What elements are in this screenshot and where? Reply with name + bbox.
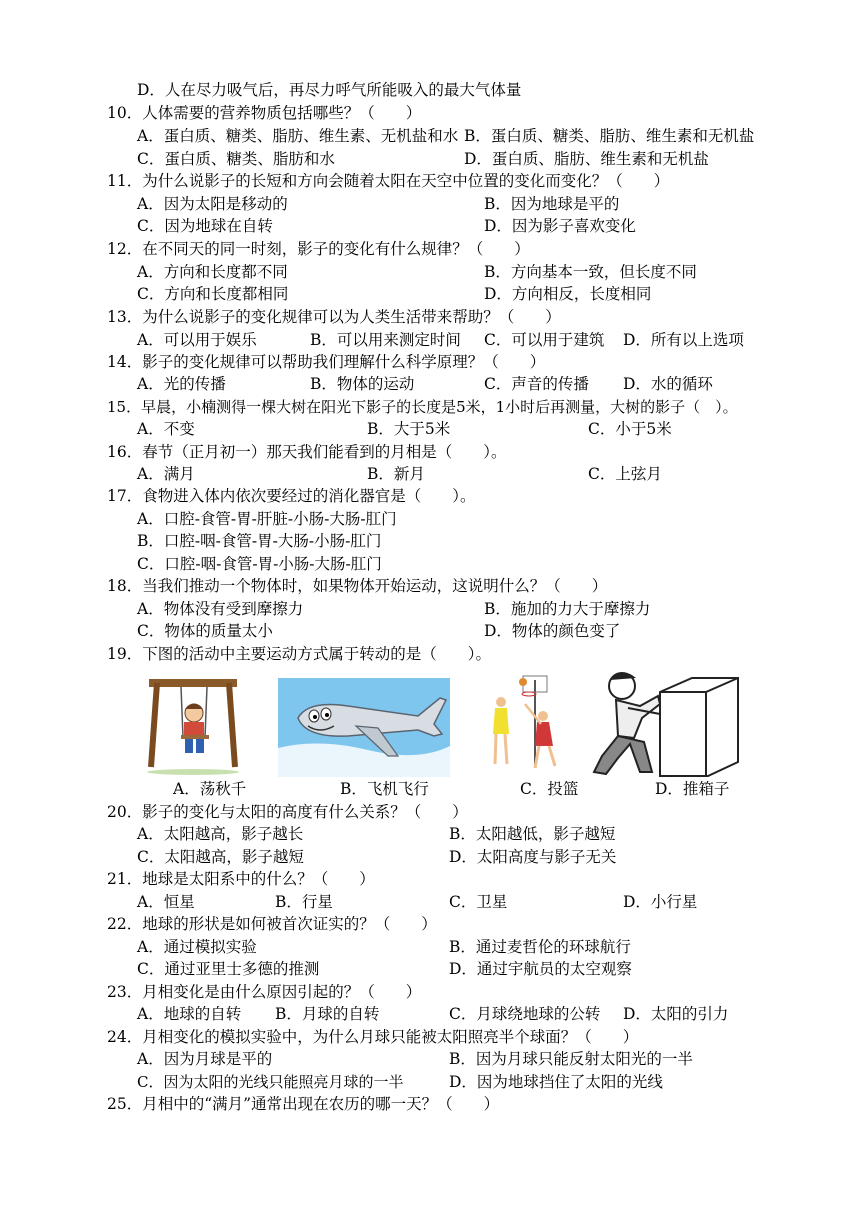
q17-option-c[interactable]: C．口腔-咽-食管-胃-小肠-大肠-肛门 bbox=[137, 555, 382, 573]
q25-stem: 25．月相中的“满月”通常出现在农历的哪一天？（ ） bbox=[107, 1095, 500, 1113]
q22-option-b[interactable]: B．通过麦哲伦的环球航行 bbox=[449, 938, 631, 956]
q15-stem: 15．早晨，小楠测得一棵大树在阳光下影子的长度是5米，1小时后再测量，大树的影子（ ）。 bbox=[107, 398, 738, 416]
q14-option-d[interactable]: D．水的循环 bbox=[623, 375, 713, 393]
q10-option-d[interactable]: D．蛋白质、脂肪、维生素和无机盐 bbox=[464, 150, 709, 168]
q20-option-c[interactable]: C．太阳越高，影子越短 bbox=[137, 848, 304, 866]
q22-option-c[interactable]: C．通过亚里士多德的推测 bbox=[137, 960, 320, 978]
q19-option-d[interactable]: D．推箱子 bbox=[655, 780, 730, 798]
q10-stem: 10．人体需要的营养物质包括哪些？（ ） bbox=[107, 104, 422, 122]
q21-option-b[interactable]: B．行星 bbox=[275, 893, 333, 911]
q23-option-d[interactable]: D．太阳的引力 bbox=[623, 1005, 729, 1023]
q18-stem: 18．当我们推动一个物体时，如果物体开始运动，这说明什么？（ ） bbox=[107, 577, 608, 595]
q12-option-c[interactable]: C．方向和长度都相同 bbox=[137, 285, 289, 303]
q14-stem: 14．影子的变化规律可以帮助我们理解什么科学原理？（ ） bbox=[107, 353, 546, 371]
q19-option-b[interactable]: B．飞机飞行 bbox=[340, 780, 429, 798]
q14-option-a[interactable]: A．光的传播 bbox=[137, 375, 226, 393]
q16-option-c[interactable]: C．上弦月 bbox=[588, 465, 662, 483]
q15-option-c[interactable]: C．小于5米 bbox=[588, 420, 672, 438]
q13-option-d[interactable]: D．所有以上选项 bbox=[623, 331, 744, 349]
q18-option-c[interactable]: C．物体的质量太小 bbox=[137, 622, 273, 640]
q20-option-b[interactable]: B．太阳越低，影子越短 bbox=[449, 825, 616, 843]
push-box-illustration bbox=[588, 664, 742, 778]
q23-option-a[interactable]: A．地球的自转 bbox=[137, 1005, 242, 1023]
q18-option-d[interactable]: D．物体的颜色变了 bbox=[484, 622, 621, 640]
swing-illustration bbox=[143, 675, 243, 778]
q21-stem: 21．地球是太阳系中的什么？（ ） bbox=[107, 870, 375, 888]
q19-option-a[interactable]: A．荡秋千 bbox=[173, 780, 247, 798]
q14-option-c[interactable]: C．声音的传播 bbox=[484, 375, 589, 393]
q22-option-d[interactable]: D．通过宇航员的太空观察 bbox=[449, 960, 632, 978]
q9-option-d: D．人在尽力吸气后，再尽力呼气所能吸入的最大气体量 bbox=[137, 81, 522, 99]
q11-option-a[interactable]: A．因为太阳是移动的 bbox=[137, 195, 288, 213]
q14-option-b[interactable]: B．物体的运动 bbox=[310, 375, 415, 393]
q10-option-a[interactable]: A．蛋白质、糖类、脂肪、维生素、无机盐和水 bbox=[137, 127, 459, 145]
q22-option-a[interactable]: A．通过模拟实验 bbox=[137, 938, 257, 956]
q17-option-a[interactable]: A．口腔-食管-胃-肝脏-小肠-大肠-肛门 bbox=[137, 510, 397, 528]
q20-option-a[interactable]: A．太阳越高，影子越长 bbox=[137, 825, 304, 843]
q20-stem: 20．影子的变化与太阳的高度有什么关系？（ ） bbox=[107, 803, 468, 821]
q23-stem: 23．月相变化是由什么原因引起的？（ ） bbox=[107, 983, 422, 1001]
q10-option-c[interactable]: C．蛋白质、糖类、脂肪和水 bbox=[137, 150, 335, 168]
q13-stem: 13．为什么说影子的变化规律可以为人类生活带来帮助？（ ） bbox=[107, 308, 561, 326]
basketball-illustration bbox=[483, 674, 565, 778]
q16-option-a[interactable]: A．满月 bbox=[137, 465, 195, 483]
q13-option-b[interactable]: B．可以用来测定时间 bbox=[310, 331, 461, 349]
q24-option-d[interactable]: D．因为地球挡住了太阳的光线 bbox=[449, 1073, 663, 1091]
q18-option-b[interactable]: B．施加的力大于摩擦力 bbox=[484, 600, 651, 618]
q23-option-b[interactable]: B．月球的自转 bbox=[275, 1005, 380, 1023]
q13-option-c[interactable]: C．可以用于建筑 bbox=[484, 331, 605, 349]
q21-option-c[interactable]: C．卫星 bbox=[449, 893, 508, 911]
q12-option-a[interactable]: A．方向和长度都不同 bbox=[137, 263, 288, 281]
q22-stem: 22．地球的形状是如何被首次证实的？（ ） bbox=[107, 915, 437, 933]
q12-option-d[interactable]: D．方向相反，长度相同 bbox=[484, 285, 652, 303]
q17-stem: 17．食物进入体内依次要经过的消化器官是（ ）。 bbox=[107, 487, 476, 505]
q23-option-c[interactable]: C．月球绕地球的公转 bbox=[449, 1005, 601, 1023]
q24-option-c[interactable]: C．因为太阳的光线只能照亮月球的一半 bbox=[137, 1073, 404, 1091]
q12-option-b[interactable]: B．方向基本一致，但长度不同 bbox=[484, 263, 697, 281]
q11-option-d[interactable]: D．因为影子喜欢变化 bbox=[484, 217, 636, 235]
q24-option-b[interactable]: B．因为月球只能反射太阳光的一半 bbox=[449, 1050, 693, 1068]
q17-option-b[interactable]: B．口腔-咽-食管-胃-大肠-小肠-肛门 bbox=[137, 532, 382, 550]
q24-stem: 24．月相变化的模拟实验中，为什么月球只能被太阳照亮半个球面？（ ） bbox=[107, 1028, 639, 1046]
q11-option-b[interactable]: B．因为地球是平的 bbox=[484, 195, 620, 213]
q11-option-c[interactable]: C．因为地球在自转 bbox=[137, 217, 273, 235]
q16-stem: 16．春节（正月初一）那天我们能看到的月相是（ ）。 bbox=[107, 443, 507, 461]
q10-option-b[interactable]: B．蛋白质、糖类、脂肪、维生素和无机盐 bbox=[464, 127, 755, 145]
q20-option-d[interactable]: D．太阳高度与影子无关 bbox=[449, 848, 617, 866]
q24-option-a[interactable]: A．因为月球是平的 bbox=[137, 1050, 273, 1068]
q15-option-a[interactable]: A．不变 bbox=[137, 420, 195, 438]
q15-option-b[interactable]: B．大于5米 bbox=[367, 420, 451, 438]
q19-option-c[interactable]: C．投篮 bbox=[520, 780, 579, 798]
q18-option-a[interactable]: A．物体没有受到摩擦力 bbox=[137, 600, 304, 618]
q11-stem: 11．为什么说影子的长短和方向会随着太阳在天空中位置的变化而变化？（ ） bbox=[107, 172, 670, 190]
q13-option-a[interactable]: A．可以用于娱乐 bbox=[137, 331, 257, 349]
q21-option-d[interactable]: D．小行星 bbox=[623, 893, 698, 911]
q16-option-b[interactable]: B．新月 bbox=[367, 465, 425, 483]
airplane-illustration bbox=[278, 678, 450, 777]
q21-option-a[interactable]: A．恒星 bbox=[137, 893, 195, 911]
q19-stem: 19．下图的活动中主要运动方式属于转动的是（ ）。 bbox=[107, 645, 491, 663]
q12-stem: 12．在不同天的同一时刻，影子的变化有什么规律？（ ） bbox=[107, 240, 530, 258]
